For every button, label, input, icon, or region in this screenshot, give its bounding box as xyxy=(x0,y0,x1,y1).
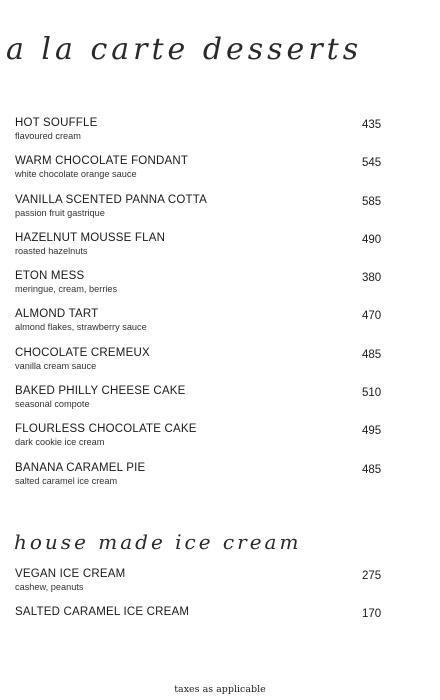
item-price: 170 xyxy=(362,608,382,621)
item-name: CHOCOLATE CREMEUX xyxy=(15,346,150,359)
item-name: ETON MESS xyxy=(15,270,85,283)
item-name: VANILLA SCENTED PANNA COTTA xyxy=(15,193,207,206)
item-description: passion fruit gastrique xyxy=(15,207,105,218)
item-price: 470 xyxy=(362,310,382,323)
item-name: WARM CHOCOLATE FONDANT xyxy=(15,155,189,168)
menu-item xyxy=(0,232,440,270)
menu-item xyxy=(0,606,440,644)
item-description: flavoured cream xyxy=(15,131,81,141)
menu-item xyxy=(0,155,440,193)
menu-item xyxy=(0,347,440,385)
menu-item xyxy=(0,568,440,606)
item-price: 485 xyxy=(362,348,382,361)
item-price: 435 xyxy=(362,119,382,131)
item-price: 380 xyxy=(362,272,382,285)
item-name: HOT SOUFFLE xyxy=(15,117,98,129)
item-price: 490 xyxy=(362,233,382,246)
item-description: vanilla cream sauce xyxy=(15,360,97,371)
item-description: seasonal compote xyxy=(15,399,90,410)
item-name: SALTED CARAMEL ICE CREAM xyxy=(15,606,190,619)
item-description: dark cookie ice cream xyxy=(15,437,105,448)
menu-item xyxy=(0,270,440,308)
item-name: VEGAN ICE CREAM xyxy=(15,568,126,580)
menu-item xyxy=(0,462,440,500)
item-description: white chocolate orange sauce xyxy=(15,169,137,180)
desserts-list xyxy=(0,117,440,500)
menu-item xyxy=(0,117,440,155)
item-description: almond flakes, strawberry sauce xyxy=(15,322,147,333)
item-price: 545 xyxy=(362,157,382,170)
item-name: BANANA CARAMEL PIE xyxy=(15,461,146,474)
menu-item xyxy=(0,308,440,346)
item-price: 510 xyxy=(362,387,382,400)
item-price: 495 xyxy=(362,425,382,438)
item-description: roasted hazelnuts xyxy=(15,245,88,256)
item-name: BAKED PHILLY CHEESE CAKE xyxy=(15,385,186,398)
item-description: cashew, peanuts xyxy=(15,582,84,592)
item-description: salted caramel ice cream xyxy=(15,475,118,486)
item-description: meringue, cream, berries xyxy=(15,284,118,295)
menu-item xyxy=(0,385,440,423)
item-price: 275 xyxy=(362,570,382,582)
section-heading-desserts: a la carte desserts xyxy=(6,32,363,67)
menu-item xyxy=(0,194,440,232)
footer-note: taxes as applicable xyxy=(174,684,266,695)
item-name: FLOURLESS CHOCOLATE CAKE xyxy=(15,423,197,436)
section-heading-icecream: house made ice cream xyxy=(14,530,302,554)
item-name: ALMOND TART xyxy=(15,308,99,321)
item-price: 585 xyxy=(362,195,382,208)
item-name: HAZELNUT MOUSSE FLAN xyxy=(15,231,166,244)
icecream-list xyxy=(0,568,440,645)
menu-item xyxy=(0,423,440,461)
item-price: 485 xyxy=(362,463,382,476)
